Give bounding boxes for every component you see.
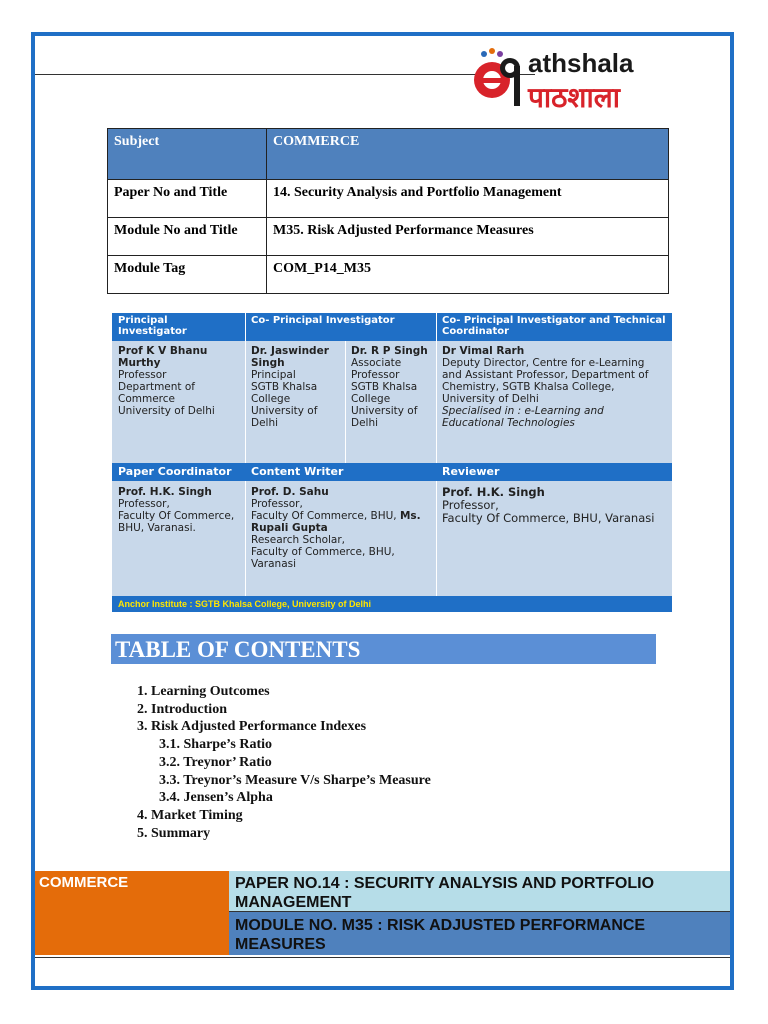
toc-subitem: 3.1. Sharpe’s Ratio: [159, 737, 273, 753]
paper-coordinator-details: Professor, Faculty Of Commerce, BHU, Varanasi.: [118, 498, 235, 534]
pi-cell: [112, 343, 245, 419]
epathshala-logo-icon: [470, 46, 530, 112]
paper-coordinator-cell: [112, 484, 245, 536]
content-writer-details-pre: Professor, Faculty Of Commerce, BHU,: [251, 498, 397, 522]
content-writer-cell: [245, 484, 436, 572]
subject-row: [108, 129, 669, 180]
team-panel: [112, 313, 672, 612]
footer-subject: COMMERCE: [35, 871, 229, 955]
header-paper-coordinator: Paper Coordinator: [112, 463, 245, 481]
co-pi-2-cell: [345, 343, 436, 431]
toc-item: 4. Market Timing: [137, 807, 243, 823]
co-pi-tech-specialisation: Specialised in : e-Learning and Educational Technologies: [442, 405, 604, 429]
module-value: M35. Risk Adjusted Performance Measures: [267, 218, 669, 256]
toc-title: TABLE OF CONTENTS: [111, 634, 656, 664]
header-content-writer: Content Writer: [245, 463, 436, 481]
paper-value: 14. Security Analysis and Portfolio Management: [267, 180, 669, 218]
toc-subitem: 3.2. Treynor’ Ratio: [159, 754, 272, 770]
module-tag-value: COM_P14_M35: [267, 256, 669, 294]
epathshala-logo: [470, 44, 710, 114]
paper-coordinator-name: Prof. H.K. Singh: [118, 486, 212, 498]
co-pi-1-details: Principal SGTB Khalsa College University of Delhi: [251, 369, 318, 429]
toc-item: 5. Summary: [137, 825, 211, 841]
anchor-institute: Anchor Institute : SGTB Khalsa College, University of Delhi: [112, 596, 672, 612]
logo-text-english: athshala: [528, 48, 634, 78]
content-writer-name: Prof. D. Sahu: [251, 486, 329, 498]
module-label: Module No and Title: [108, 218, 267, 256]
content-writer-details: [251, 498, 430, 534]
header-reviewer: Reviewer: [436, 463, 672, 481]
footer-module: MODULE NO. M35 : RISK ADJUSTED PERFORMANCE MEASURES: [229, 912, 730, 955]
toc-list: [137, 683, 431, 842]
content-writer-name-2: Ms. Rupali Gupta: [251, 510, 421, 534]
module-tag-row: [108, 256, 669, 294]
header-co-pi-technical: Co- Principal Investigator and Technical Coordinator: [436, 313, 672, 341]
header-principal-investigator: Principal Investigator: [112, 313, 245, 341]
toc-item: 3. Risk Adjusted Performance Indexes: [137, 719, 367, 735]
co-pi-1-name: Dr. Jaswinder Singh: [251, 345, 329, 369]
co-pi-1-cell: [245, 343, 345, 431]
toc-subitem: 3.3. Treynor’s Measure V/s Sharpe’s Measure: [159, 772, 431, 788]
co-pi-tech-cell: [436, 343, 672, 431]
toc-item: 1. Learning Outcomes: [137, 684, 270, 699]
co-pi-2-details: Associate Professor SGTB Khalsa College University of Delhi: [351, 357, 418, 429]
footer-rule: [35, 957, 730, 958]
module-tag-label: Module Tag: [108, 256, 267, 294]
subject-label: Subject: [108, 129, 267, 180]
header-rule: [35, 74, 535, 75]
paper-row: [108, 180, 669, 218]
co-pi-2-name: Dr. R P Singh: [351, 345, 428, 357]
footer-paper: PAPER NO.14 : SECURITY ANALYSIS AND PORTFOLIO MANAGEMENT: [229, 871, 730, 912]
reviewer-cell: [436, 484, 672, 527]
co-pi-tech-name: Dr Vimal Rarh: [442, 345, 525, 357]
paper-label: Paper No and Title: [108, 180, 267, 218]
toc-item: 2. Introduction: [137, 701, 227, 717]
header-co-principal-investigator: Co- Principal Investigator: [245, 313, 436, 341]
reviewer-name: Prof. H.K. Singh: [442, 485, 545, 499]
toc-subitem: 3.4. Jensen’s Alpha: [159, 790, 273, 806]
content-writer-details-post: Research Scholar, Faculty of Commerce, BHU, Varanasi: [251, 534, 395, 570]
subject-info-table: [107, 128, 669, 294]
co-pi-tech-details: Deputy Director, Centre for e-Learning and Assistant Professor, Department of Chemistry, SGTB Khalsa College, University of Delhi: [442, 357, 649, 405]
pi-details: Professor Department of Commerce University of Delhi: [118, 369, 215, 417]
pi-name: Prof K V Bhanu Murthy: [118, 345, 208, 369]
module-row: [108, 218, 669, 256]
reviewer-details: Professor, Faculty Of Commerce, BHU, Varanasi: [442, 498, 655, 525]
subject-value: COMMERCE: [267, 129, 669, 180]
logo-text-hindi: पाठशाला: [528, 81, 620, 114]
